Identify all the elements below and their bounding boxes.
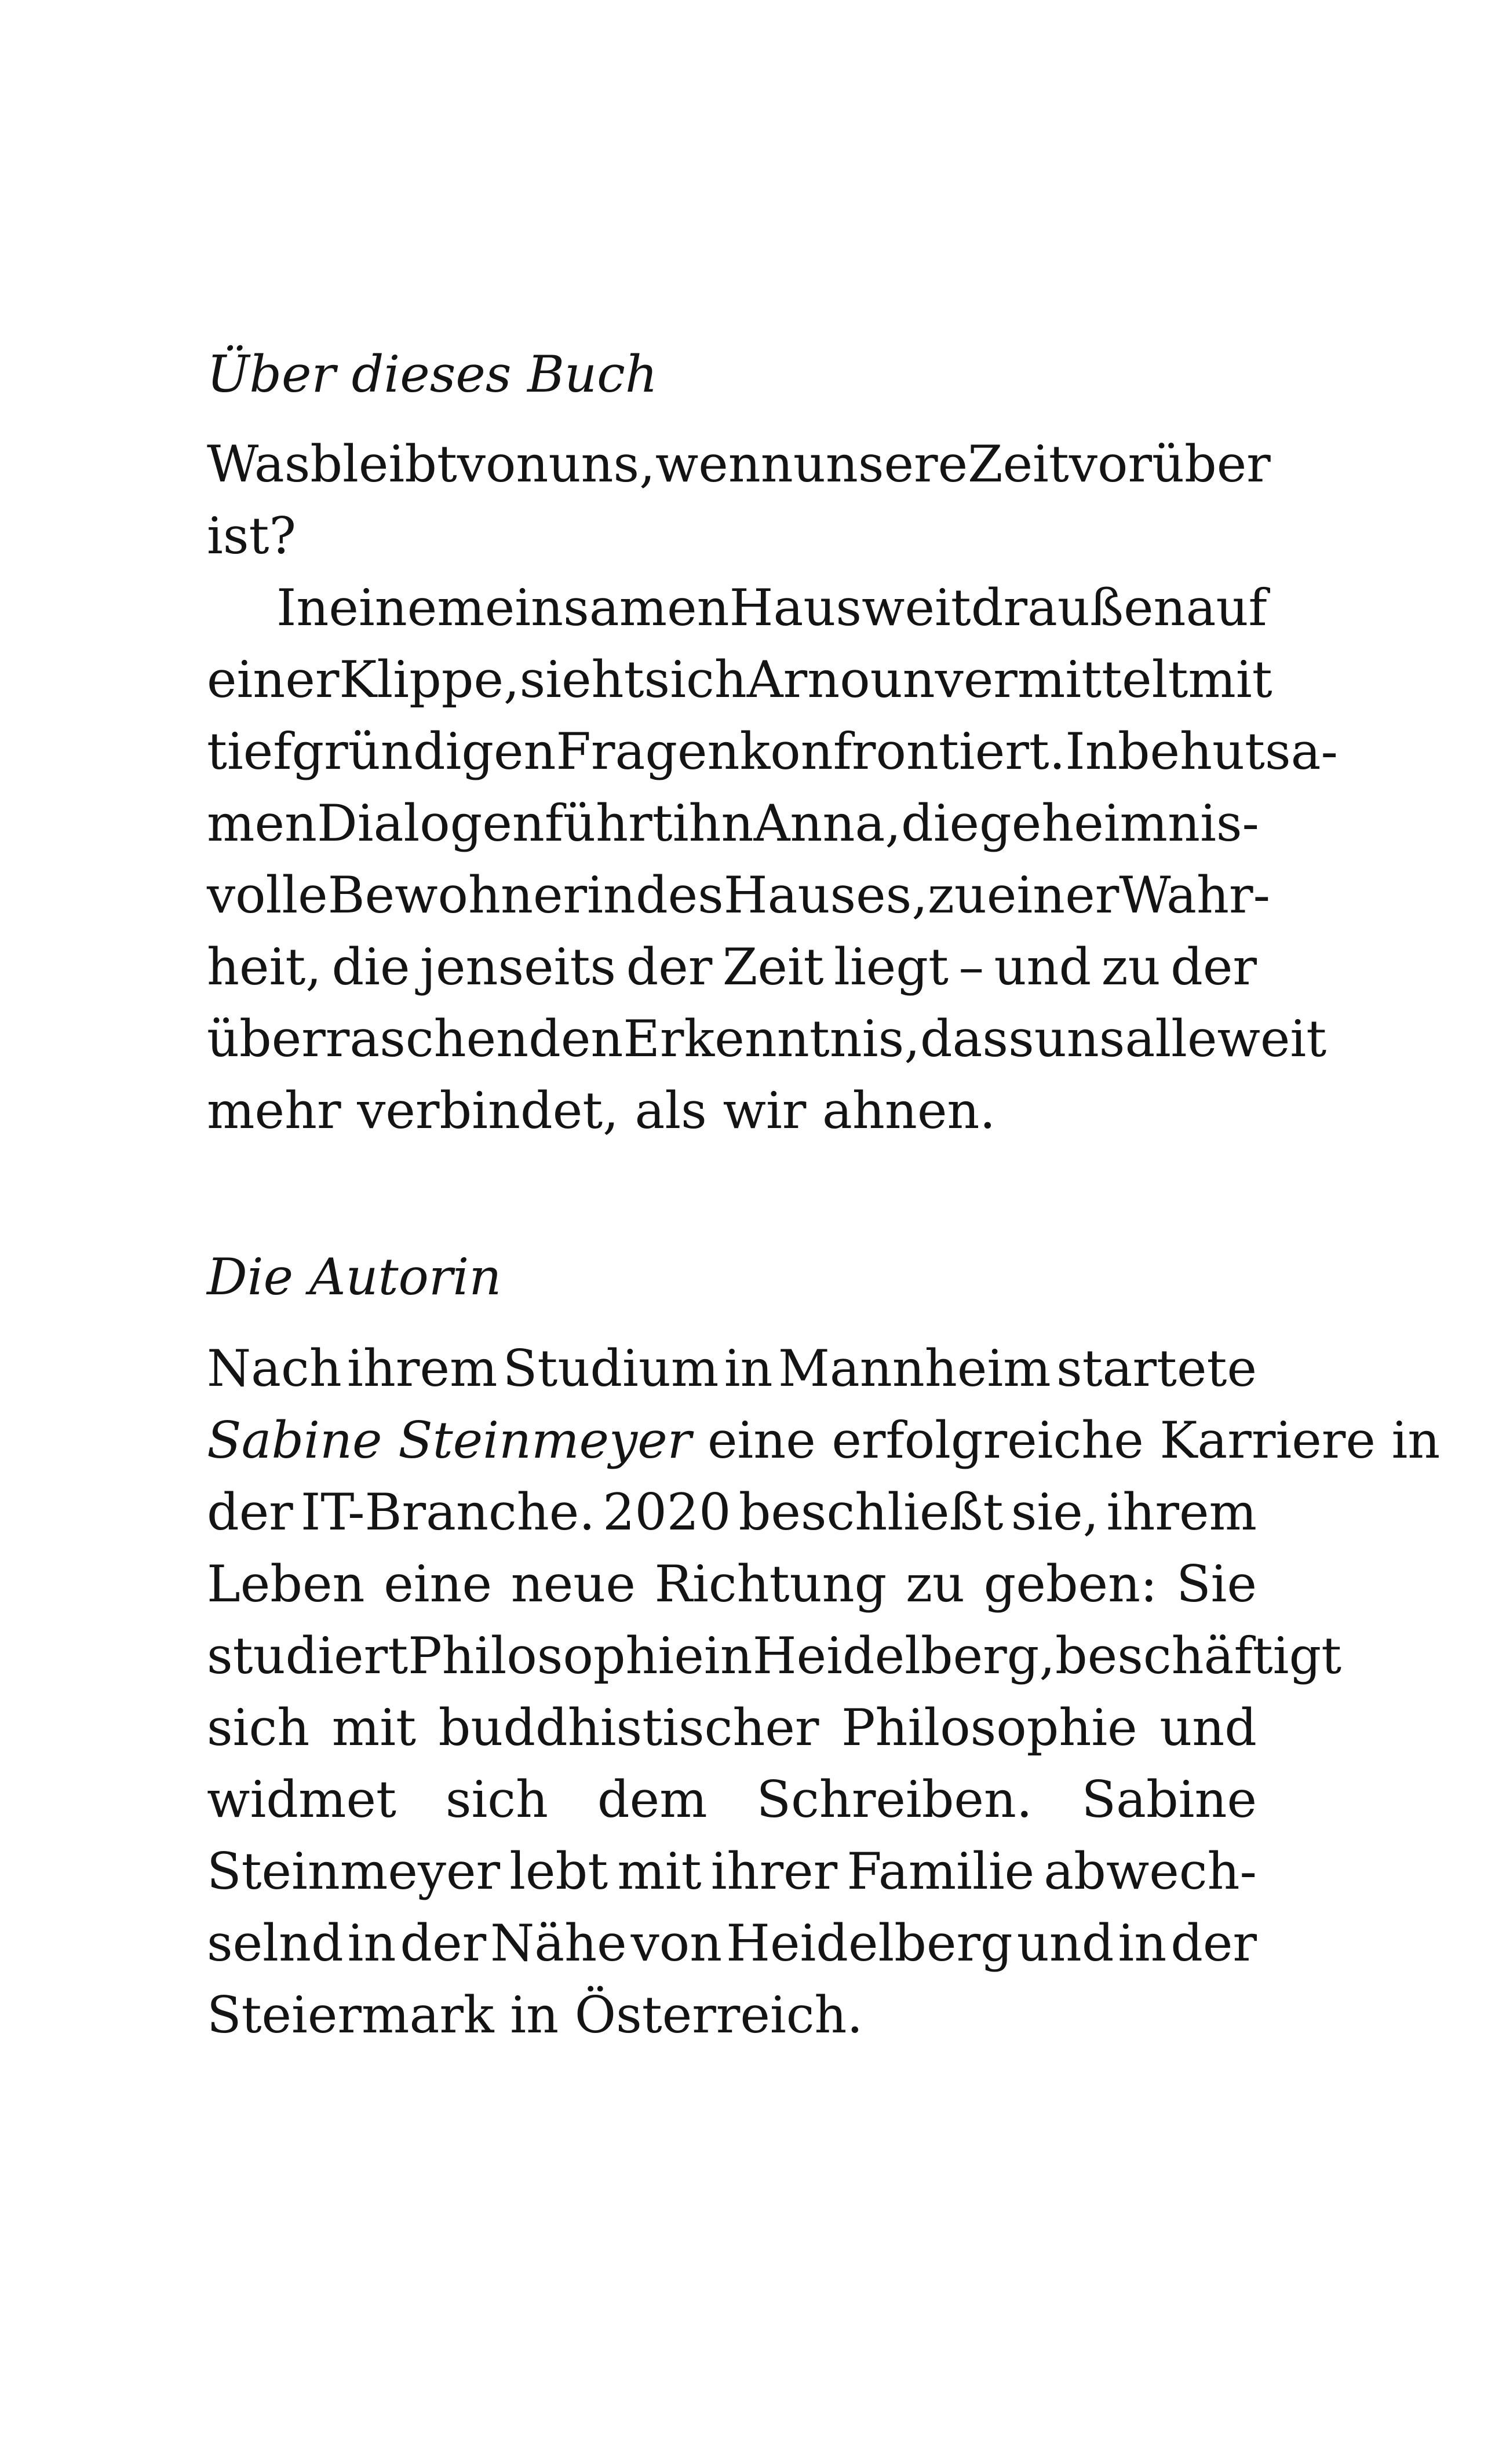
word: Nach: [207, 1339, 342, 1398]
text-line: mehr verbindet, als wir ahnen.: [207, 1081, 996, 1140]
text-line: [207, 1692, 1257, 1764]
word: selnd: [207, 1914, 344, 1973]
word: Sabine: [1081, 1770, 1257, 1829]
word: Philosophie: [841, 1698, 1137, 1757]
word: 2020: [603, 1483, 731, 1542]
word: Erkenntnis,: [623, 1009, 920, 1068]
word: der: [207, 1483, 293, 1542]
word: der: [1170, 937, 1257, 996]
word: draußen: [971, 578, 1186, 637]
word: Was: [207, 435, 311, 494]
word: Hauses,: [723, 866, 928, 925]
word: studiert: [207, 1626, 409, 1685]
word: Wahr-: [1119, 866, 1271, 925]
word: Klippe,: [339, 650, 520, 709]
word: Philosophie: [408, 1626, 704, 1685]
word: beschließt: [738, 1483, 1004, 1542]
text-fragment: eine erfolgreiche Karriere in: [707, 1411, 1441, 1470]
text-line: [207, 1003, 1327, 1075]
word: buddhistischer: [438, 1698, 819, 1757]
word: –: [958, 937, 984, 996]
about-book-heading: Über dieses Buch: [207, 345, 658, 404]
word: Bewohnerin: [327, 866, 636, 925]
word: die: [901, 794, 980, 853]
word: überraschenden: [207, 1009, 623, 1068]
text-line: [207, 1907, 1257, 1979]
word: einem: [329, 578, 485, 637]
word: ihrem: [1106, 1483, 1257, 1542]
word: abwech-: [1044, 1842, 1257, 1901]
author-name: Sabine Steinmeyer: [207, 1411, 692, 1470]
word: sieht: [519, 650, 644, 709]
word: alle: [1125, 1009, 1217, 1068]
word: Fragen: [556, 722, 740, 781]
word: In: [1065, 722, 1118, 781]
word: liegt: [834, 937, 949, 996]
word: Zeit: [968, 435, 1069, 494]
word: dass: [920, 1009, 1034, 1068]
word: einer: [986, 866, 1120, 925]
word: mit: [617, 1842, 702, 1901]
word: konfrontiert.: [739, 722, 1066, 781]
word: IT-Branche.: [300, 1483, 595, 1542]
word: In: [276, 578, 329, 637]
word: uns: [1034, 1009, 1125, 1068]
word: Mannheim: [778, 1339, 1051, 1398]
word: von: [630, 1914, 723, 1973]
word: der: [626, 937, 713, 996]
text-line: ist?: [207, 506, 297, 565]
word: und: [1016, 1914, 1114, 1973]
word: dem: [597, 1770, 708, 1829]
text-line: [207, 787, 1257, 859]
text-line: [207, 716, 1338, 787]
word: in: [724, 1339, 773, 1398]
word: Studium: [502, 1339, 719, 1398]
word: zu: [906, 1554, 965, 1614]
word: eine: [384, 1554, 493, 1614]
word: und: [1159, 1698, 1257, 1757]
word: wenn: [655, 435, 793, 494]
author-section: [207, 1241, 1257, 1313]
word: unsere: [793, 435, 968, 494]
word: beschäftigt: [1055, 1626, 1342, 1685]
text-line: [207, 1333, 1257, 1404]
word: lebt: [509, 1842, 608, 1901]
word: Sie: [1176, 1554, 1257, 1614]
word: sie,: [1011, 1483, 1099, 1542]
word: weit: [862, 578, 971, 637]
word: behutsa-: [1117, 722, 1338, 781]
text-line: [207, 1476, 1257, 1548]
word: zu: [927, 866, 987, 925]
word: Schreiben.: [756, 1770, 1033, 1829]
word: Steinmeyer: [207, 1842, 501, 1901]
word: zu: [1101, 937, 1161, 996]
word: mit: [1188, 650, 1272, 709]
word: heit,: [207, 937, 322, 996]
word: führt: [544, 794, 673, 853]
word: Haus: [729, 578, 862, 637]
word: Heidelberg: [726, 1914, 1013, 1973]
text-line: [207, 859, 1271, 931]
author-text: [207, 1333, 1441, 2051]
word: neue: [510, 1554, 636, 1614]
word: ihn: [672, 794, 754, 853]
word: auf: [1186, 578, 1267, 637]
word: Heidelberg,: [752, 1626, 1056, 1685]
word: die: [331, 937, 410, 996]
word: einer: [207, 650, 340, 709]
text-line: [207, 1835, 1257, 1907]
text-line: [207, 1548, 1257, 1620]
word: mit: [331, 1698, 417, 1757]
word: widmet: [207, 1770, 396, 1829]
word: men: [207, 794, 318, 853]
word: weit: [1217, 1009, 1327, 1068]
word: sich: [445, 1770, 549, 1829]
author-heading: Die Autorin: [207, 1247, 502, 1306]
text-line: [207, 1764, 1257, 1835]
text-line: [207, 644, 1272, 716]
word: ihrer: [710, 1842, 838, 1901]
about-book-section: [207, 338, 1257, 410]
text-line: [207, 572, 1267, 644]
word: des: [635, 866, 724, 925]
word: Richtung: [654, 1554, 887, 1614]
about-book-text: [207, 428, 1338, 1147]
word: startete: [1056, 1339, 1257, 1398]
word: Arno: [746, 650, 870, 709]
word: in: [1118, 1914, 1167, 1973]
text-line: Steiermark in Österreich.: [207, 1985, 863, 2045]
word: unvermittelt: [870, 650, 1188, 709]
text-line: [207, 428, 1271, 500]
word: bleibt: [310, 435, 457, 494]
word: uns,: [548, 435, 655, 494]
word: vorüber: [1069, 435, 1271, 494]
word: sich: [207, 1698, 310, 1757]
word: der: [1170, 1914, 1257, 1973]
word: Anna,: [753, 794, 902, 853]
word: Dialogen: [317, 794, 545, 853]
word: jenseits: [420, 937, 617, 996]
word: sich: [644, 650, 747, 709]
word: geben:: [983, 1554, 1158, 1614]
word: Leben: [207, 1554, 365, 1614]
text-line: [207, 1620, 1342, 1692]
word: der: [400, 1914, 487, 1973]
word: ihrem: [347, 1339, 498, 1398]
word: Nähe: [490, 1914, 627, 1973]
text-line: [207, 931, 1257, 1003]
word: und: [994, 937, 1092, 996]
word: von: [457, 435, 549, 494]
word: volle: [207, 866, 328, 925]
word: geheimnis-: [979, 794, 1259, 853]
word: tiefgründigen: [207, 722, 556, 781]
word: in: [703, 1626, 753, 1685]
word: Familie: [847, 1842, 1035, 1901]
word: einsamen: [484, 578, 730, 637]
word: in: [347, 1914, 396, 1973]
text-line: [207, 1404, 1441, 1476]
word: Zeit: [722, 937, 824, 996]
